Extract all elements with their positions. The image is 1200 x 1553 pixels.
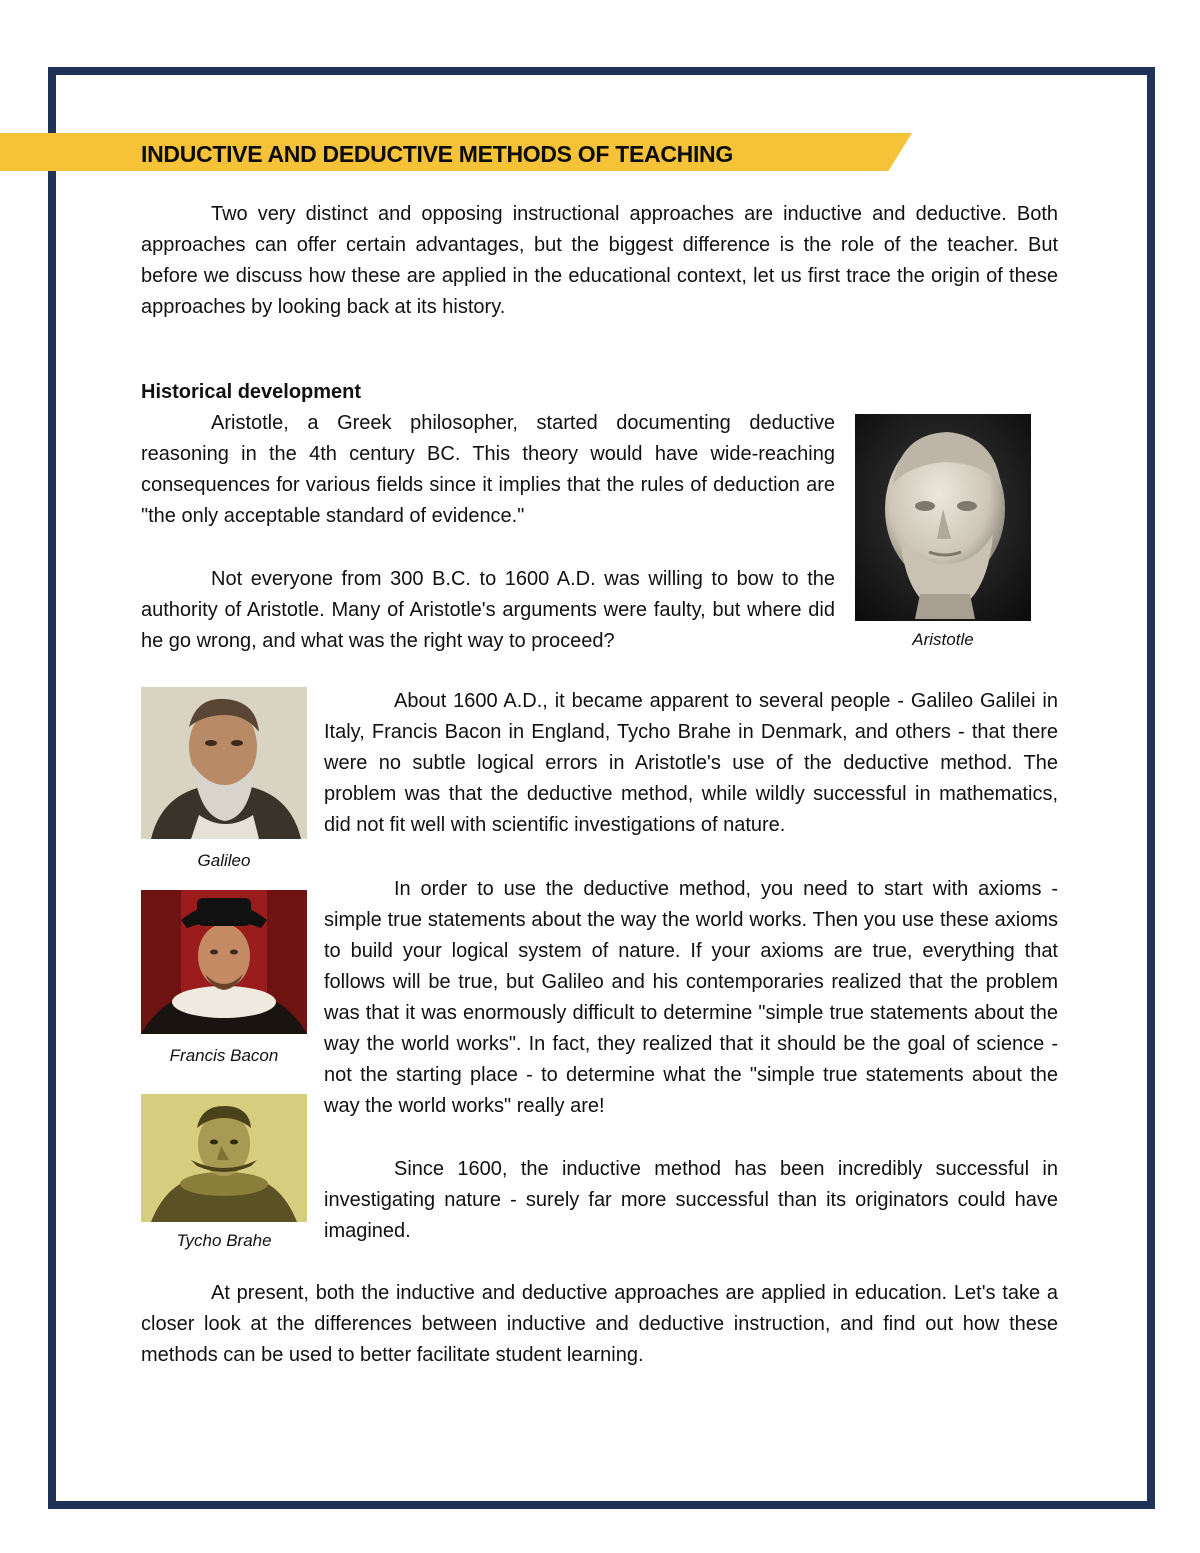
- closing-paragraph: At present, both the inductive and deductive approaches are applied in education. Let's take a closer look at the differences between inductive and deductive instruction, and find out how these methods can be used to better facilitate student learning.: [141, 1282, 1058, 1366]
- history-paragraph-2: Not everyone from 300 B.C. to 1600 A.D. was willing to bow to the authority of Aristotle. Many of Aristotle's arguments were faulty, but where did he go wrong, and what was the right way to proceed?: [141, 568, 835, 652]
- history-paragraph-5: Since 1600, the inductive method has been incredibly successful in investigating nature - surely far more successful than its originators could have imagined.: [324, 1158, 1058, 1242]
- galileo-caption: Galileo: [197, 851, 251, 870]
- brahe-portrait: [141, 1094, 307, 1222]
- galileo-portrait: [141, 687, 307, 839]
- brahe-caption: Tycho Brahe: [176, 1231, 272, 1250]
- intro-paragraph: Two very distinct and opposing instructional approaches are inductive and deductive. Both approaches can offer certain advantages, but the biggest difference is the role of the teacher. But before we discuss how these are applied in the educational context, let us first trace the origin of these approaches by looking back at its history.: [141, 203, 1058, 318]
- bacon-portrait: [141, 890, 307, 1034]
- section-heading: Historical development: [141, 381, 362, 403]
- page-title: INDUCTIVE AND DEDUCTIVE METHODS OF TEACHING: [141, 141, 733, 167]
- aristotle-portrait: [855, 414, 1031, 621]
- aristotle-caption: Aristotle: [912, 630, 974, 649]
- history-paragraph-3: About 1600 A.D., it became apparent to several people - Galileo Galilei in Italy, Francis Bacon in England, Tycho Brahe in Denmark, and others - that there were no subtle logical errors in Aristotle's use of the deductive method. The problem was that the deductive method, while wildly successful in mathematics, did not fit well with scientific investigations of nature.: [324, 690, 1058, 836]
- history-paragraph-4: In order to use the deductive method, you need to start with axioms - simple true statements about the way the world works. Then you use these axioms to build your logical system of nature. If your axioms are true, everything that follows will be true, but Galileo and his contemporaries realized that the problem was that it was enormously difficult to determine "simple true statements about the way the world works". In fact, they realized that it should be the goal of science - not the starting place - to determine what the "simple true statements about the way the world works" really are!: [324, 878, 1058, 1117]
- bacon-caption: Francis Bacon: [169, 1046, 279, 1065]
- history-paragraph-1: Aristotle, a Greek philosopher, started documenting deductive reasoning in the 4th century BC. This theory would have wide-reaching consequences for various fields since it implies that the rules of deduction are "the only acceptable standard of evidence.": [141, 412, 835, 527]
